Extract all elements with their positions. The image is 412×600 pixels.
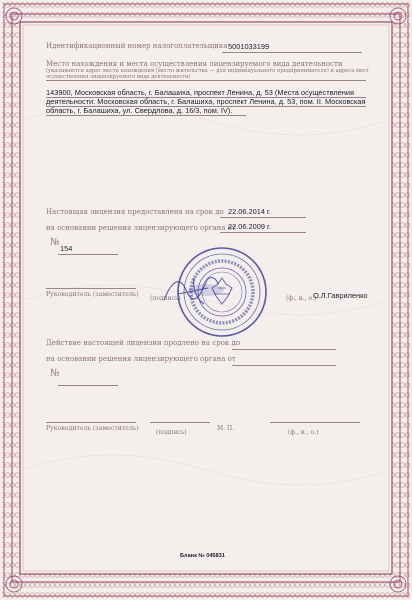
- head-label: Руководитель (заместитель): [46, 291, 139, 298]
- name-value: О.Л.Гавриленко: [313, 291, 368, 300]
- mp-label: М. П.: [217, 425, 235, 432]
- address-label: Место нахождения и места осуществления лицензируемого вида деятельности: [46, 60, 343, 68]
- blank-number: Бланк № 045831: [180, 553, 225, 559]
- number-label: №: [50, 237, 60, 248]
- extension-number-underline: [58, 385, 118, 386]
- number-underline: [58, 254, 118, 255]
- basis-underline: [220, 232, 306, 233]
- extension-number-label: №: [50, 368, 60, 379]
- number-value: 154: [60, 244, 73, 253]
- term-underline: [220, 217, 306, 218]
- address-value: 143900, Московская область, г. Балашиха, проспект Ленина, д. 53 (Места осуществления деятельности: Московская область, г. Балашиха, проспект Ленина, д. 53, пом. II. Московская область, г. Балашиха, ул. Свердлова, д. 16/3, пом. IV).: [46, 88, 366, 116]
- term-label: Настоящая лицензия предоставлена на срок до: [46, 208, 224, 216]
- name-label: (ф., и., о.): [286, 295, 317, 302]
- name-label-2: (ф., и., о.): [288, 429, 319, 436]
- extension-label: Действие настоящей лицензии продлено на срок до: [46, 339, 241, 347]
- extension-basis-label: на основании решения лицензирующего органа от: [46, 355, 236, 363]
- extension-underline: [232, 349, 336, 350]
- inn-value: 5001033199: [228, 42, 270, 51]
- signature-underline-2: [150, 422, 210, 423]
- head-label-2: Руководитель (заместитель): [46, 425, 139, 432]
- inn-label: Идентификационный номер налогоплательщика: [46, 42, 228, 50]
- address-underline-1: [46, 80, 366, 81]
- basis-label: на основании решения лицензирующего органа от: [46, 224, 236, 232]
- address-underline-2: [46, 97, 366, 98]
- signature-scribble: [158, 270, 228, 310]
- inn-underline: [222, 52, 362, 53]
- extension-basis-underline: [232, 365, 336, 366]
- address-underline-4: [46, 115, 246, 116]
- signature-label: (подпись): [150, 295, 181, 302]
- head-underline-2: [46, 422, 136, 423]
- head-underline: [46, 288, 136, 289]
- address-underline-3: [46, 106, 366, 107]
- basis-value: 22.06.2009 г.: [228, 222, 271, 231]
- address-label-note: (указываются адрес места нахождения (место жительства — для индивидуального предпринимателя) и адреса мест осуществления лицензируемого вида деятельности): [46, 68, 369, 80]
- signature-label-2: (подпись): [156, 429, 187, 436]
- term-value: 22.06.2014 г.: [228, 207, 271, 216]
- name-underline-2: [270, 422, 360, 423]
